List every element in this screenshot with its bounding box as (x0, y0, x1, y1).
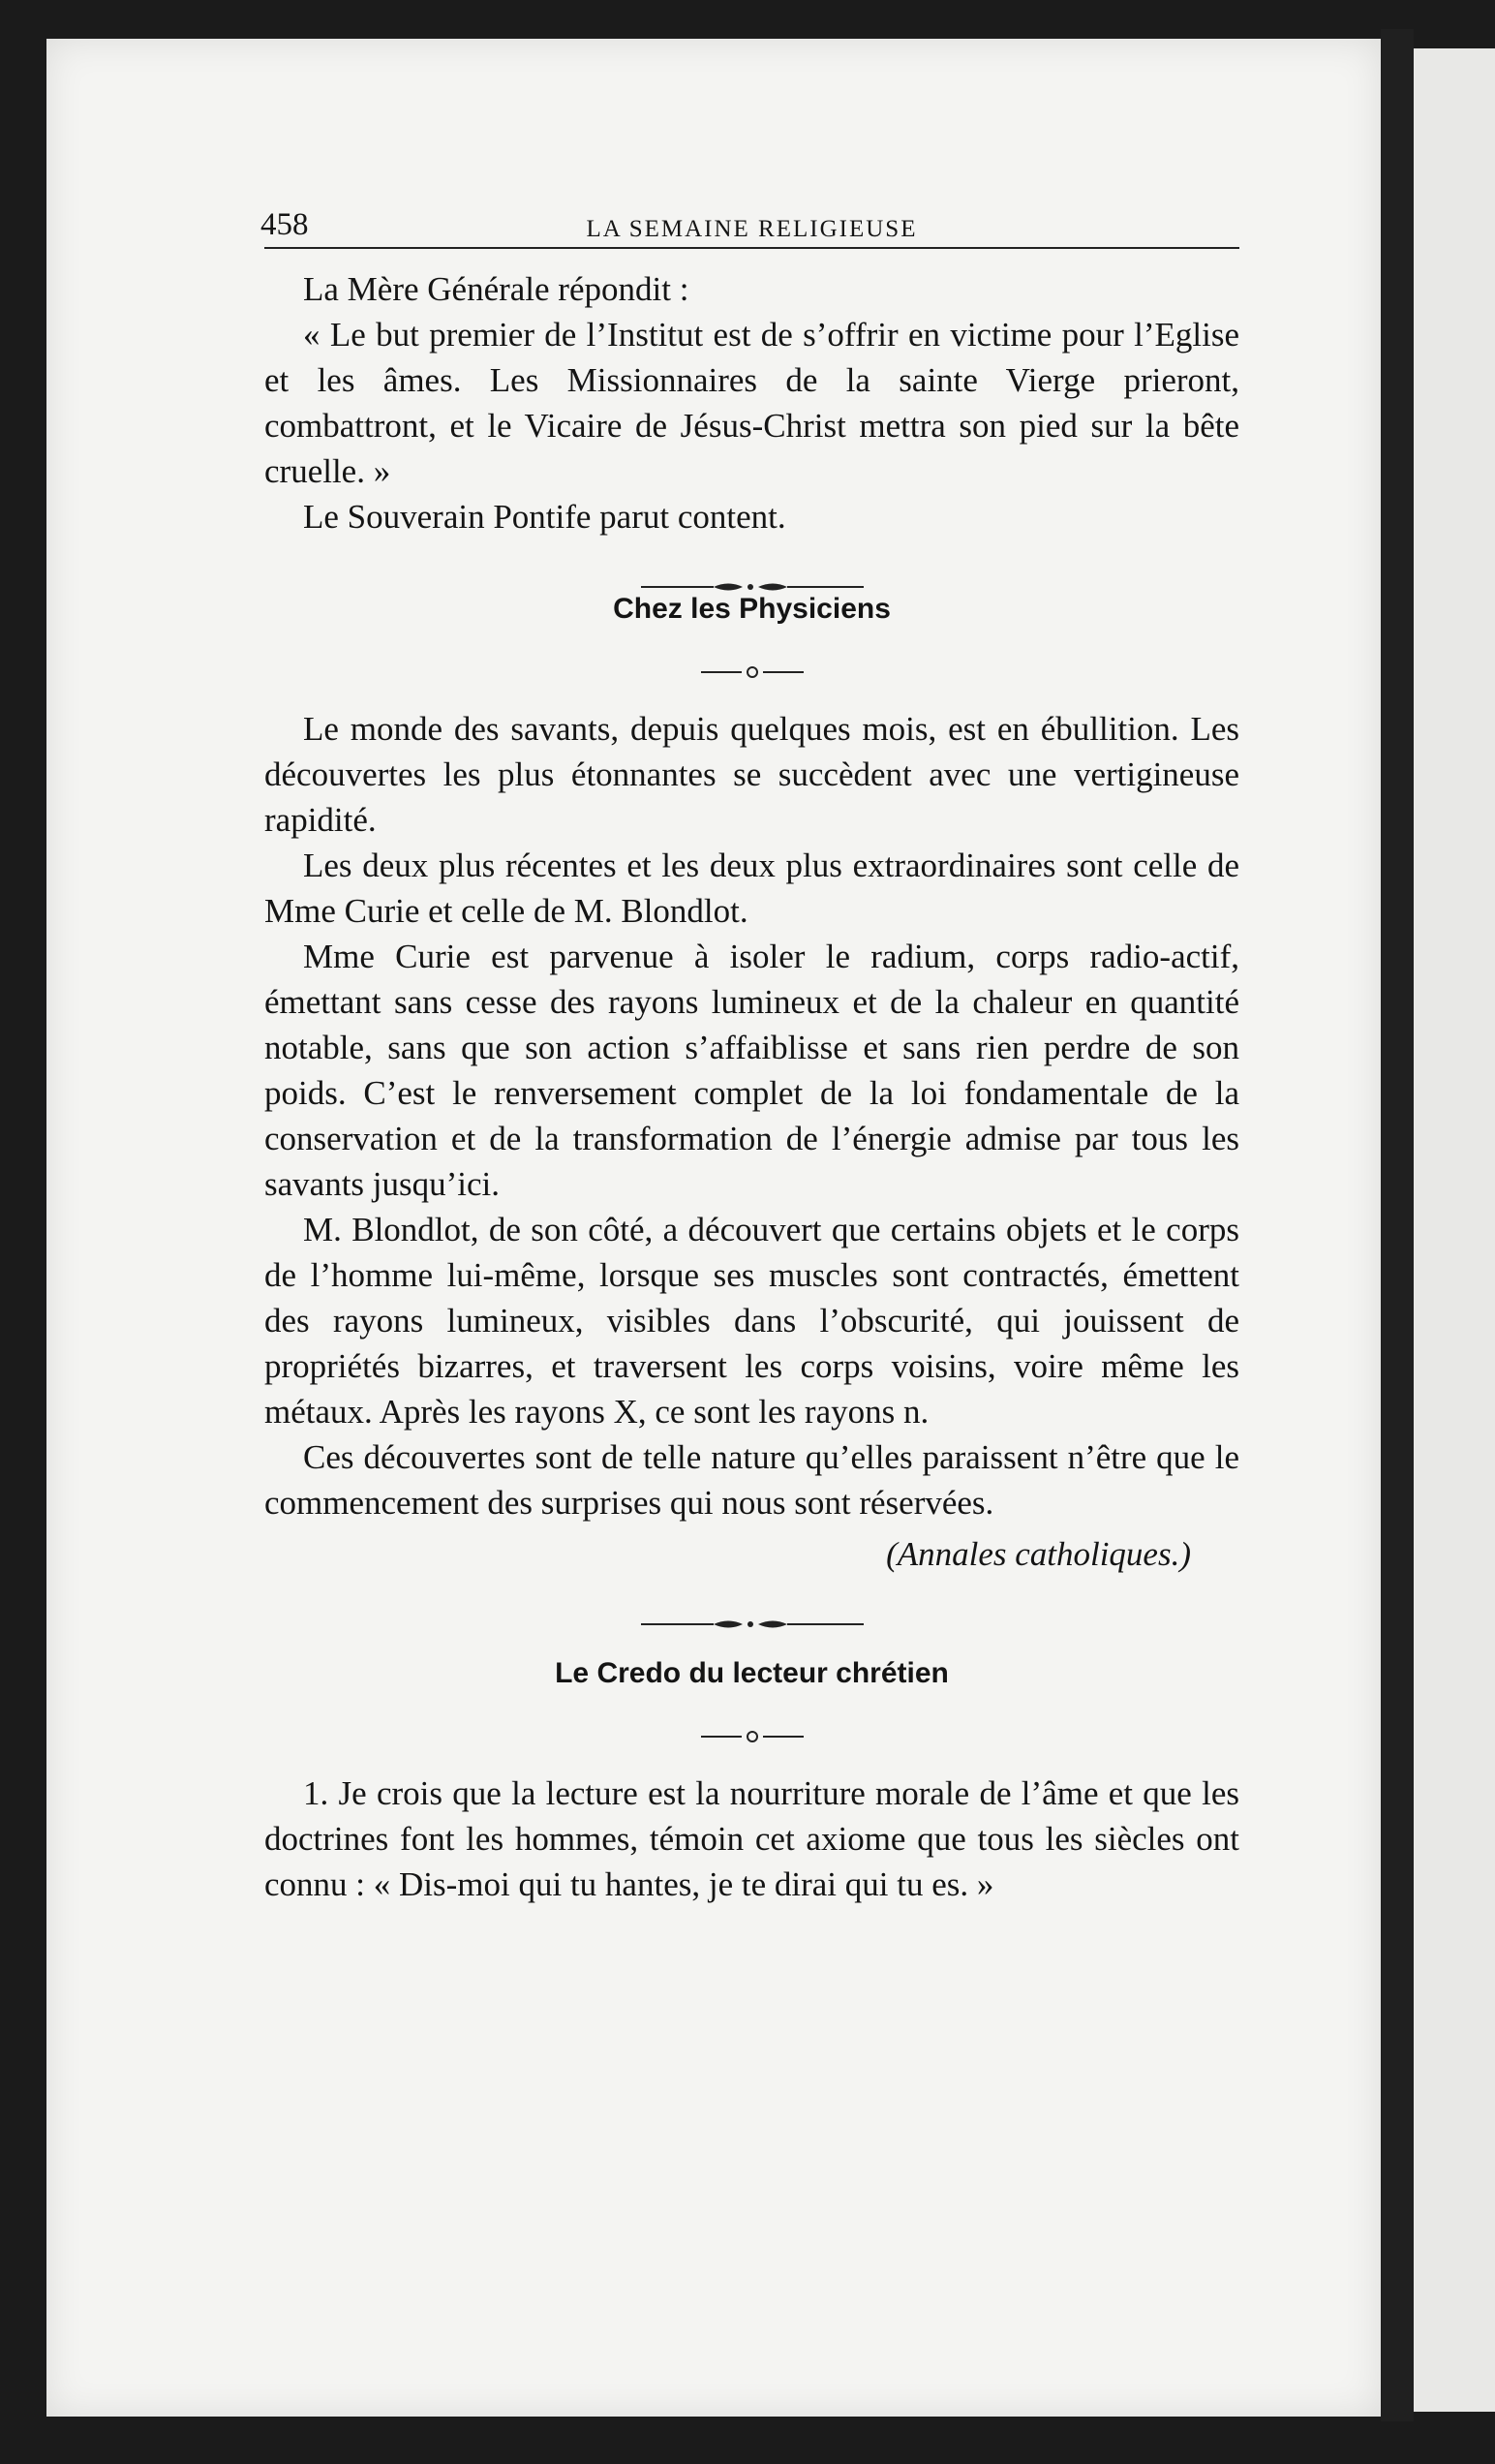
paragraph: Le monde des savants, depuis quelques mois, est en ébullition. Les découvertes les plus étonnantes se succèdent avec une vertigineuse rapidité. (264, 710, 1239, 839)
section-title: Le Credo du lecteur chrétien (555, 1657, 949, 1689)
running-head: LA SEMAINE RELIGIEUSE (586, 216, 918, 242)
paragraph: Les deux plus récentes et les deux plus extraordinaires sont celle de Mme Curie et celle de M. Blondlot. (264, 847, 1239, 930)
adjacent-page-edge (1414, 48, 1495, 2412)
page-header (260, 199, 1239, 249)
book-spine (1381, 29, 1414, 2421)
paragraph: Le Souverain Pontife parut content. (303, 498, 786, 536)
paragraph: 1. Je crois que la lecture est la nourriture morale de l’âme et que les doctrines font les hommes, témoin cet axiome que tous les siècles ont connu : « Dis-moi qui tu hantes, je te dirai qui tu es. » (264, 1774, 1239, 1903)
paragraph: M. Blondlot, de son côté, a découvert que certains objets et le corps de l’homme lui-même, lorsque ses muscles sont contractés, émettent des rayons lumineux, visibles dans l’obscurité, qui jouissent de propriétés bizarres, et traversent les corps voisins, voire même les métaux. Après les rayons X, ce sont les rayons n. (264, 1211, 1239, 1431)
page-content (260, 199, 1239, 1907)
section-title: Chez les Physiciens (613, 593, 891, 625)
section-ornament (264, 563, 1239, 582)
source-citation: (Annales catholiques.) (886, 1535, 1191, 1573)
title-ornament (264, 646, 1239, 662)
paragraph: Mme Curie est parvenue à isoler le radium, corps radio-actif, émettant sans cesse des rayons lumineux et de la chaleur en quantité notable, sans que son action s’affaiblisse et sans rien perdre de son poids. C’est le renversement complet de la loi fondamentale de la conservation et de la transformation de l’énergie admise par tous les savants jusqu’ici. (264, 938, 1239, 1203)
opening-text (264, 266, 1239, 539)
paragraph: « Le but premier de l’Institut est de s’offrir en victime pour l’Eglise et les âmes. Les Missionnaires de la sainte Vierge prieront, combattront, et le Vicaire de Jésus-Christ mettra son pied sur la bête cruelle. » (264, 316, 1239, 490)
section-ornament (264, 1600, 1239, 1619)
page-number: 458 (260, 207, 309, 242)
circle-divider (689, 664, 815, 680)
circle-divider (689, 1729, 815, 1744)
paragraph: La Mère Générale répondit : (303, 270, 689, 308)
section-body (264, 1771, 1239, 1907)
title-ornament (264, 1710, 1239, 1726)
ornament-divider (641, 1615, 864, 1634)
paragraph: Ces découvertes sont de telle nature qu’elles paraissent n’être que le commencement des surprises qui nous sont réservées. (264, 1438, 1239, 1522)
section-body (264, 706, 1239, 1577)
